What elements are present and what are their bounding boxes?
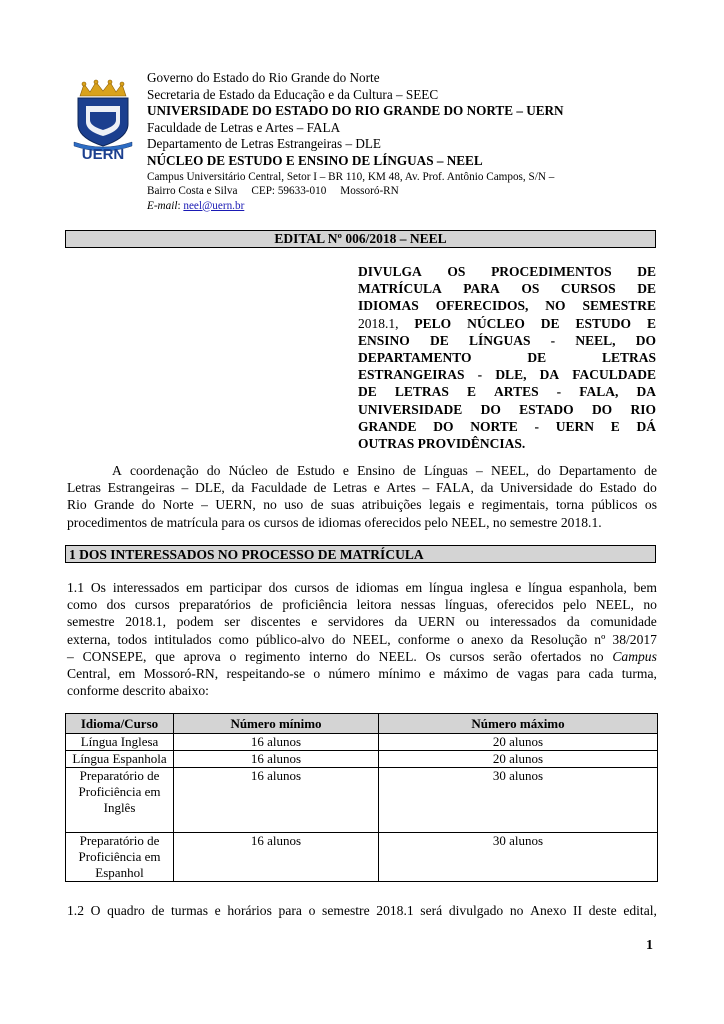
header-nucleus: NÚCLEO DE ESTUDO E ENSINO DE LÍNGUAS – NEEL bbox=[147, 152, 483, 168]
ementa-word: ESTUDO bbox=[575, 315, 632, 331]
ementa-word: LETRAS bbox=[394, 384, 449, 400]
header-faculty: Faculdade de Letras e Artes – FALA bbox=[147, 119, 341, 135]
ementa-word: PELO bbox=[414, 315, 452, 331]
paragraph-1-2 bbox=[67, 902, 657, 919]
ementa-word: - bbox=[556, 384, 562, 400]
text-line: A coordenação do Núcleo de Estudo e Ensino de Línguas – NEEL, do Departamento de bbox=[112, 463, 657, 478]
ementa-word: E bbox=[466, 384, 476, 400]
text-line: procedimentos de matrícula para os cursos de idiomas oferecidos pelo NEEL, no semestre 2018.1. bbox=[67, 514, 602, 530]
ementa-word: DO bbox=[591, 401, 613, 417]
ementa-line bbox=[358, 418, 656, 435]
ementa-word: LETRAS bbox=[601, 350, 656, 366]
table-header-min: Número mínimo bbox=[174, 714, 379, 734]
table-cell-course: Preparatório de Proficiência em Espanhol bbox=[66, 833, 174, 882]
table-cell-max: 30 alunos bbox=[379, 833, 658, 882]
section-1-heading: 1 DOS INTERESSADOS NO PROCESSO DE MATRÍCULA bbox=[65, 545, 656, 563]
ementa-line bbox=[358, 315, 656, 332]
ementa-word: DA bbox=[539, 367, 560, 383]
ementa-word: DEPARTAMENTO bbox=[358, 350, 472, 366]
ementa-word: E bbox=[646, 315, 656, 331]
ementa-word: OUTRAS PROVIDÊNCIAS. bbox=[358, 436, 526, 452]
text-line: 1.2 O quadro de turmas e horários para o semestre 2018.1 será divulgado no Anexo II deste edital, bbox=[67, 903, 657, 918]
ementa-line bbox=[358, 263, 656, 280]
table-cell-min: 16 alunos bbox=[174, 734, 379, 751]
ementa-word: NEEL, bbox=[575, 332, 616, 348]
ementa-word: OS bbox=[521, 281, 540, 297]
ementa-word: SEMESTRE bbox=[582, 298, 656, 314]
ementa-word: MATRÍCULA bbox=[358, 281, 442, 297]
text-line: externa, todos intitulados como público-alvo do NEEL, conforme o anexo da Resolução nº 38/2017 bbox=[67, 631, 657, 647]
table-header-course: Idioma/Curso bbox=[66, 714, 174, 734]
text-line: Central, em Mossoró-RN, respeitando-se o número mínimo e máximo de vagas para cada turma, bbox=[67, 666, 657, 682]
ementa-word: LÍNGUAS bbox=[468, 332, 531, 348]
header-department: Departamento de Letras Estrangeiras – DLE bbox=[147, 136, 381, 152]
text-line: Letras Estrangeiras – DLE, da Faculdade de Letras e Artes – FALA, da Universidade do Estado do bbox=[67, 480, 657, 496]
ementa-line bbox=[358, 332, 656, 349]
header-government: Governo do Estado do Rio Grande do Norte bbox=[147, 70, 380, 85]
ementa-word: NO bbox=[545, 298, 566, 314]
ementa-word: RIO bbox=[630, 401, 656, 417]
ementa-word: E bbox=[610, 418, 620, 434]
page-number: 1 bbox=[646, 938, 653, 953]
ementa-word: 2018.1, bbox=[358, 315, 399, 331]
ementa-word: ENSINO bbox=[358, 332, 410, 348]
uern-logo-text: UERN bbox=[81, 146, 125, 160]
table-cell-max: 20 alunos bbox=[379, 751, 658, 768]
ementa-word: OFERECIDOS, bbox=[435, 298, 529, 314]
letterhead bbox=[147, 70, 667, 213]
header-address-line1: Campus Universitário Central, Setor I – BR 110, KM 48, Av. Prof. Antônio Campos, S/N – bbox=[147, 170, 555, 183]
ementa-word: DLE, bbox=[495, 367, 527, 383]
table-row bbox=[66, 734, 658, 751]
ementa-line bbox=[358, 401, 656, 418]
ementa-word: DO bbox=[480, 401, 501, 417]
email-label: E-mail bbox=[147, 199, 178, 212]
table-cell-min: 16 alunos bbox=[174, 768, 379, 833]
text-line: conforme descrito abaixo: bbox=[67, 683, 209, 699]
ementa-word: IDIOMAS bbox=[358, 298, 419, 314]
text-line: Rio Grande do Norte – UERN, no uso de suas atribuições legais e regimentais, torna públicos os bbox=[67, 497, 657, 513]
ementa-line bbox=[358, 383, 656, 400]
ementa-word: - bbox=[534, 418, 540, 434]
header-university: UNIVERSIDADE DO ESTADO DO RIO GRANDE DO NORTE – UERN bbox=[147, 103, 564, 119]
ementa-word: PROCEDIMENTOS bbox=[491, 264, 612, 279]
edital-title: EDITAL Nº 006/2018 – NEEL bbox=[65, 230, 656, 248]
ementa-line bbox=[358, 366, 656, 383]
vacancies-table bbox=[65, 713, 658, 882]
ementa-word: GRANDE bbox=[358, 418, 417, 434]
ementa-word: DIVULGA bbox=[358, 264, 422, 279]
table-header-row bbox=[66, 714, 658, 734]
ementa-word: ARTES bbox=[494, 384, 539, 400]
text-line: como dos cursos preparatórios de proficiência leitora nessas línguas, oferecidos pelo NEEL, no bbox=[67, 597, 657, 613]
ementa-word: - bbox=[550, 332, 556, 348]
ementa-word: DA bbox=[636, 384, 656, 400]
intro-paragraph bbox=[67, 462, 657, 531]
table-cell-max: 20 alunos bbox=[379, 734, 658, 751]
ementa-word: DO bbox=[433, 418, 454, 434]
table-row bbox=[66, 768, 658, 833]
paragraph-1-1 bbox=[67, 579, 657, 699]
ementa-word: CURSOS bbox=[560, 281, 616, 297]
ementa-word: ESTRANGEIRAS bbox=[358, 367, 465, 383]
ementa-word: DÁ bbox=[636, 418, 656, 434]
uern-logo bbox=[70, 76, 136, 160]
header-address-line2: Bairro Costa e Silva CEP: 59633-010 Mossoró-RN bbox=[147, 185, 399, 198]
table-header-max: Número máximo bbox=[379, 714, 658, 734]
ementa-word: DE bbox=[540, 315, 560, 331]
table-cell-min: 16 alunos bbox=[174, 833, 379, 882]
ementa-word: UERN bbox=[555, 418, 595, 434]
ementa-word: ESTADO bbox=[519, 401, 574, 417]
header-secretariat: Secretaria de Estado da Educação e da Cultura – SEEC bbox=[147, 86, 439, 102]
table-cell-min: 16 alunos bbox=[174, 751, 379, 768]
email-link[interactable]: neel@uern.br bbox=[183, 199, 245, 212]
ementa-word: UNIVERSIDADE bbox=[358, 401, 463, 417]
table-row bbox=[66, 833, 658, 882]
ementa-word: NORTE bbox=[470, 418, 518, 434]
ementa-line bbox=[358, 280, 656, 297]
ementa-word: DE bbox=[527, 350, 547, 366]
table-row bbox=[66, 751, 658, 768]
ementa-line bbox=[358, 297, 656, 314]
ementa bbox=[358, 263, 656, 452]
email-colon: : bbox=[177, 199, 184, 212]
text-line: 1.1 Os interessados em participar dos cursos de idiomas em língua inglesa e língua espanhola, bem bbox=[67, 580, 657, 595]
table-cell-course: Língua Espanhola bbox=[66, 751, 174, 768]
ementa-word: DE bbox=[637, 264, 656, 279]
table-cell-course: Preparatório de Proficiência em Inglês bbox=[66, 768, 174, 833]
ementa-word: PARA bbox=[463, 281, 500, 297]
ementa-line bbox=[358, 435, 656, 452]
ementa-word: FALA, bbox=[579, 384, 619, 400]
text-line: semestre 2018.1, podem ser discentes e servidores da UERN ou interessados da comunidade bbox=[67, 614, 657, 630]
ementa-word: DE bbox=[358, 384, 377, 400]
ementa-word: FACULDADE bbox=[572, 367, 656, 383]
table-cell-max: 30 alunos bbox=[379, 768, 658, 833]
table-cell-course: Língua Inglesa bbox=[66, 734, 174, 751]
text-line: – CONSEPE, que aprova o regimento interno do NEEL. Os cursos serão ofertados no Campus bbox=[67, 648, 657, 664]
ementa-word: OS bbox=[447, 264, 466, 279]
ementa-word: DE bbox=[429, 332, 449, 348]
header-email bbox=[147, 199, 667, 214]
ementa-word: - bbox=[477, 367, 483, 383]
ementa-word: NÚCLEO bbox=[467, 315, 525, 331]
ementa-word: DO bbox=[635, 332, 656, 348]
ementa-line bbox=[358, 349, 656, 366]
ementa-word: DE bbox=[637, 281, 656, 297]
